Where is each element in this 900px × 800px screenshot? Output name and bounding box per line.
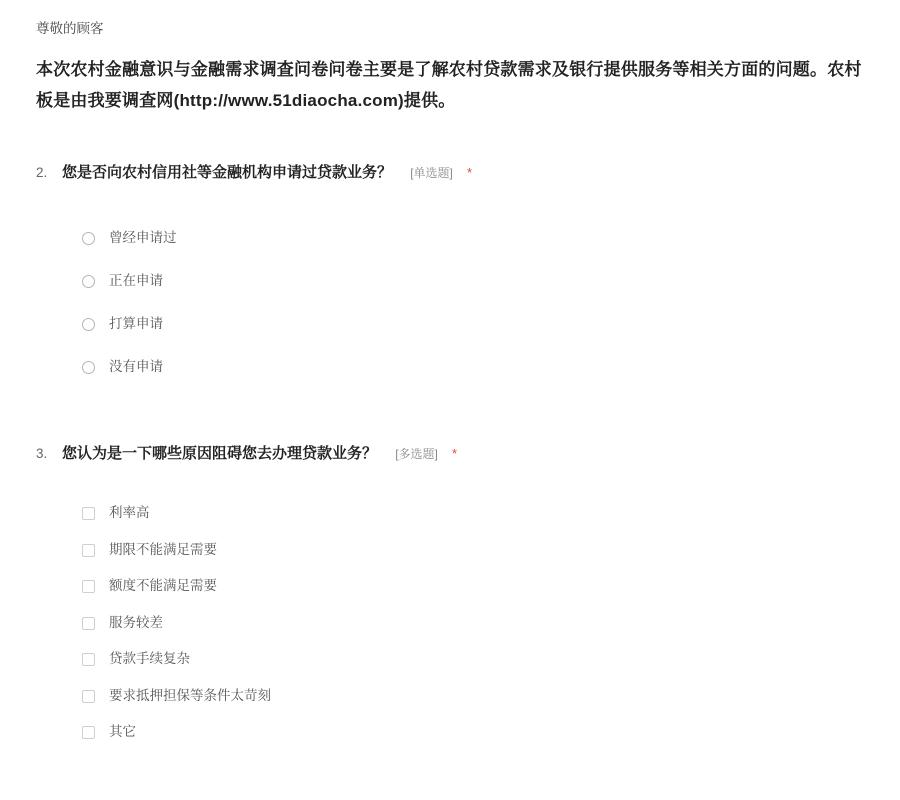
checkbox-icon[interactable] <box>82 544 95 557</box>
option-row[interactable] <box>82 532 900 569</box>
question-3-header <box>36 443 900 466</box>
option-label: 要求抵押担保等条件太苛刻 <box>109 687 271 703</box>
option-label: 曾经申请过 <box>109 230 177 246</box>
option-label: 利率高 <box>109 505 150 521</box>
question-2 <box>0 162 900 389</box>
question-2-number: 2. <box>36 165 48 181</box>
option-label: 额度不能满足需要 <box>109 578 217 594</box>
option-row[interactable] <box>82 346 900 389</box>
option-label: 其它 <box>109 724 136 740</box>
radio-icon[interactable] <box>82 275 95 288</box>
checkbox-icon[interactable] <box>82 726 95 739</box>
question-3-title-text: 您认为是一下哪些原因阻碍您去办理贷款业务？ <box>62 444 378 462</box>
radio-icon[interactable] <box>82 232 95 245</box>
question-2-options <box>36 217 900 389</box>
question-3-type: [多选题] <box>395 446 438 461</box>
intro-body <box>36 54 900 117</box>
checkbox-icon[interactable] <box>82 690 95 703</box>
intro-body-line2: 板是由我要调查网(http://www.51diaocha.com)提供。 <box>36 91 456 111</box>
option-row[interactable] <box>82 303 900 346</box>
checkbox-icon[interactable] <box>82 653 95 666</box>
question-3-required: * <box>452 445 458 461</box>
questions-list <box>0 162 900 751</box>
question-3-title <box>62 443 457 466</box>
question-3-number: 3. <box>36 445 48 461</box>
option-label: 打算申请 <box>109 316 163 332</box>
question-2-header <box>36 162 900 185</box>
checkbox-icon[interactable] <box>82 580 95 593</box>
intro-greeting: 尊敬的顾客 <box>36 21 104 36</box>
question-3 <box>0 443 900 751</box>
question-2-title <box>62 162 472 185</box>
option-row[interactable] <box>82 260 900 303</box>
question-3-options <box>36 495 900 751</box>
checkbox-icon[interactable] <box>82 617 95 630</box>
option-row[interactable] <box>82 568 900 605</box>
radio-icon[interactable] <box>82 361 95 374</box>
option-row[interactable] <box>82 495 900 532</box>
checkbox-icon[interactable] <box>82 507 95 520</box>
option-row[interactable] <box>82 605 900 642</box>
question-2-type: [单选题] <box>410 166 453 181</box>
option-row[interactable] <box>82 217 900 260</box>
option-row[interactable] <box>82 678 900 715</box>
survey-intro <box>0 0 900 116</box>
question-2-title-text: 您是否向农村信用社等金融机构申请过贷款业务？ <box>62 164 393 182</box>
intro-body-line1: 本次农村金融意识与金融需求调查问卷问卷主要是了解农村贷款需求及银行提供服务等相关方面的问题。农村 <box>36 59 862 79</box>
option-label: 期限不能满足需要 <box>109 541 217 557</box>
question-2-required: * <box>467 165 473 181</box>
radio-icon[interactable] <box>82 318 95 331</box>
option-row[interactable] <box>82 641 900 678</box>
option-label: 服务较差 <box>109 614 163 630</box>
option-label: 正在申请 <box>109 273 163 289</box>
option-label: 贷款手续复杂 <box>109 651 190 667</box>
option-row[interactable] <box>82 714 900 751</box>
option-label: 没有申请 <box>109 359 163 375</box>
